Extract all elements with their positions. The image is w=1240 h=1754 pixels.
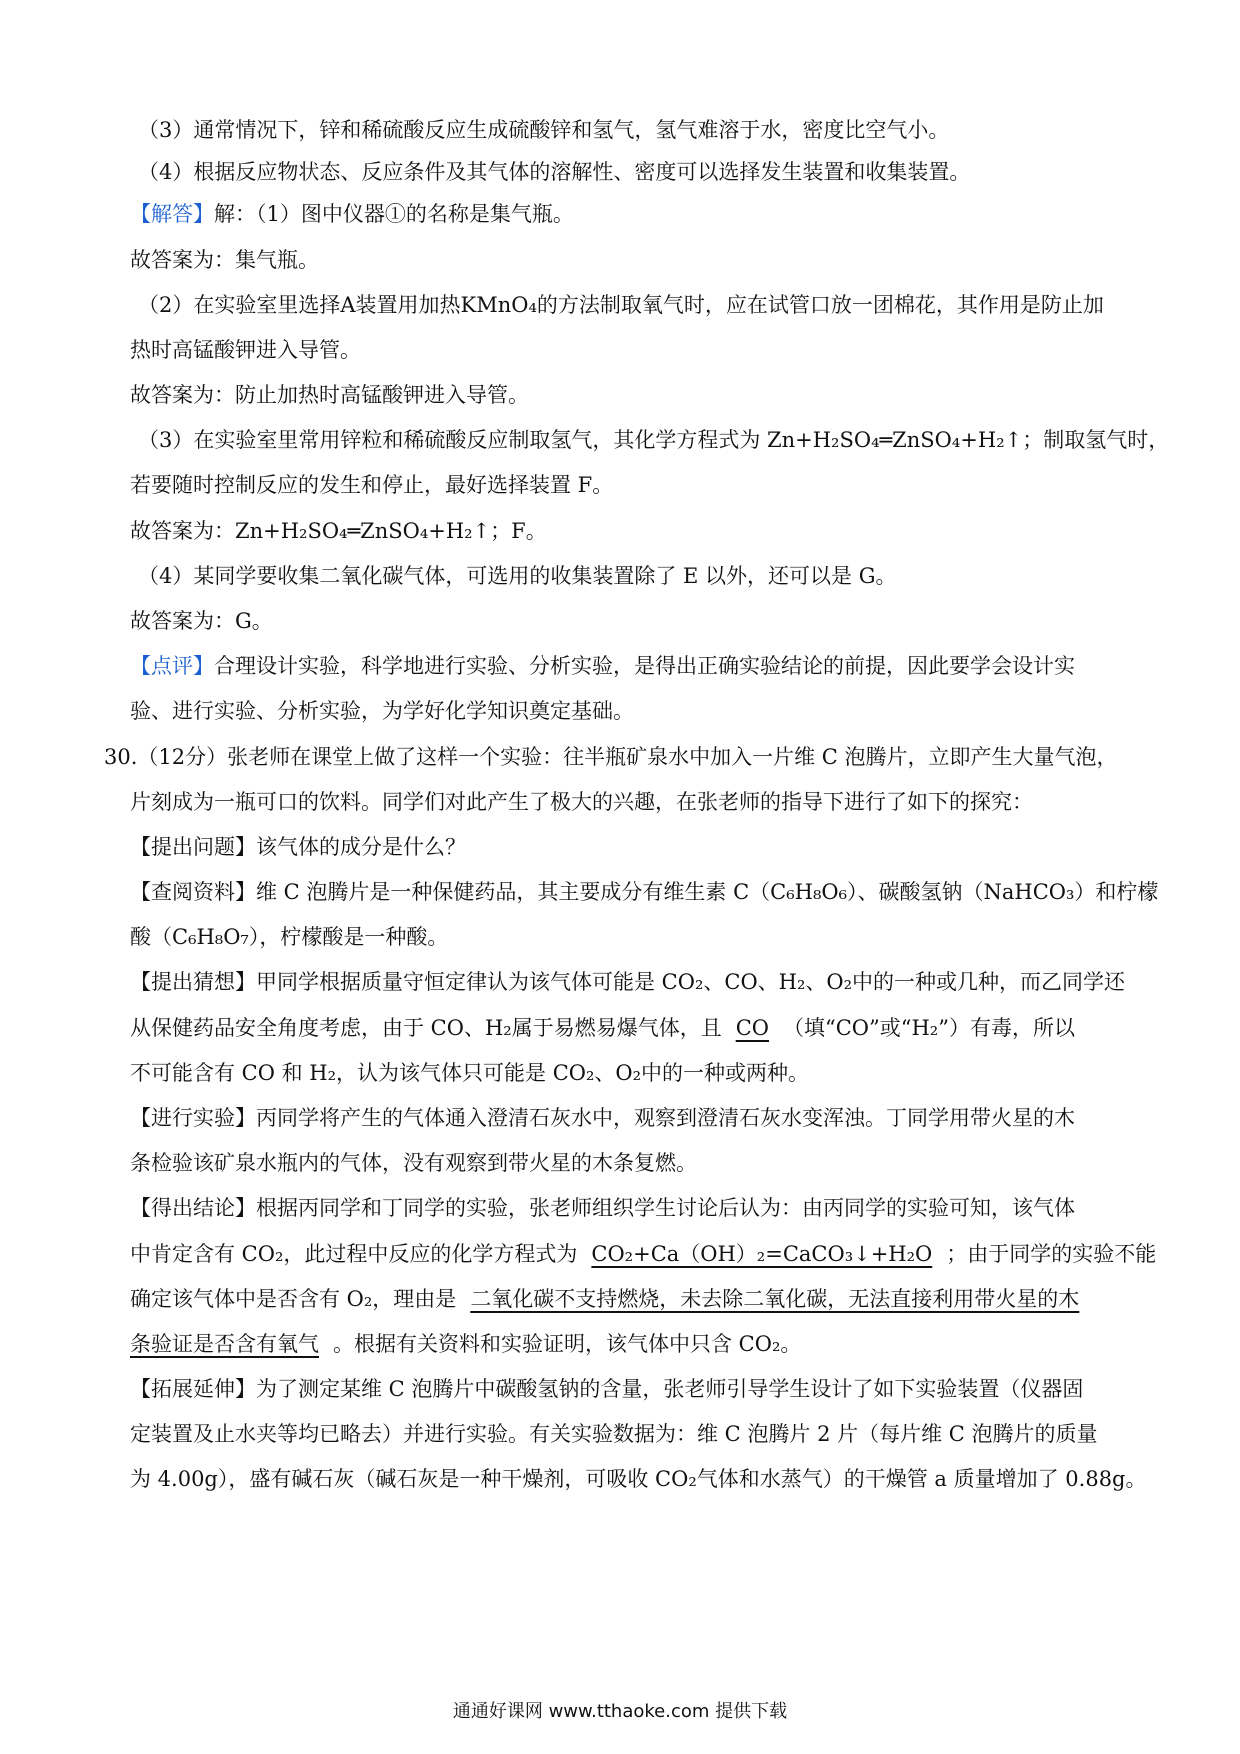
text-line: （3）在实验室里常用锌粒和稀硫酸反应制取氢气，其化学方程式为 Zn+H₂SO₄═ZnSO₄+H₂↑；制取氢气时，	[138, 428, 1170, 452]
page-footer: 通通好课网 www.tthaoke.com 提供下载	[452, 1701, 788, 1722]
text-line: 故答案为：防止加热时高锰酸钾进入导管。	[130, 383, 529, 407]
text-line: 为 4.00g），盛有碱石灰（碱石灰是一种干燥剂，可吸收 CO₂气体和水蒸气）的干燥管 a 质量增加了 0.88g。	[130, 1467, 1147, 1491]
text-line: 热时高锰酸钾进入导管。	[130, 338, 361, 362]
text-line: （3）通常情况下，锌和稀硫酸反应生成硫酸锌和氢气，氢气难溶于水，密度比空气小。	[138, 118, 950, 142]
text-line	[130, 1013, 1075, 1043]
text-line: 【查阅资料】维 C 泡腾片是一种保健药品，其主要成分有维生素 C（C₆H₈O₆）、碳酸氢钠（NaHCO₃）和柠檬	[130, 880, 1159, 904]
text-line: 故答案为：G。	[130, 609, 273, 633]
answer-heading-line	[130, 199, 574, 229]
text-line: 验、进行实验、分析实验，为学好化学知识奠定基础。	[130, 699, 634, 723]
text-line: 酸（C₆H₈O₇），柠檬酸是一种酸。	[130, 925, 449, 949]
answer-blank: 条验证是否含有氧气	[130, 1332, 319, 1356]
text-line: 【提出猜想】甲同学根据质量守恒定律认为该气体可能是 CO₂、CO、H₂、O₂中的一种或几种，而乙同学还	[130, 970, 1126, 994]
text-line: 故答案为：集气瓶。	[130, 248, 319, 272]
text-span: 确定该气体中是否含有 O₂，理由是	[130, 1287, 457, 1311]
text-line: 若要随时控制反应的发生和停止，最好选择装置 F。	[130, 473, 614, 497]
text-line: 【得出结论】根据丙同学和丁同学的实验，张老师组织学生讨论后认为：由丙同学的实验可知，该气体	[130, 1196, 1075, 1220]
comment-tag: 【点评】	[130, 654, 214, 678]
text-span: 解：（1）图中仪器①的名称是集气瓶。	[214, 202, 574, 226]
text-span: （填“CO”或“H₂”）有毒，所以	[783, 1016, 1075, 1040]
text-line: 不可能含有 CO 和 H₂，认为该气体只可能是 CO₂、O₂中的一种或两种。	[130, 1061, 810, 1085]
text-span: ；由于同学的实验不能	[946, 1242, 1157, 1266]
comment-line	[130, 651, 1075, 681]
text-span: 从保健药品安全角度考虑，由于 CO、H₂属于易燃易爆气体，且	[130, 1016, 722, 1040]
text-line: 【提出问题】该气体的成分是什么？	[130, 835, 466, 859]
text-line: 定装置及止水夹等均已略去）并进行实验。有关实验数据为：维 C 泡腾片 2 片（每片维 C 泡腾片的质量	[130, 1422, 1098, 1446]
text-line: （4）某同学要收集二氧化碳气体，可选用的收集装置除了 E 以外，还可以是 G。	[138, 564, 897, 588]
text-line	[130, 1284, 1079, 1314]
text-line: （2）在实验室里选择A装置用加热KMnO₄的方法制取氧气时，应在试管口放一团棉花，其作用是防止加	[138, 293, 1104, 317]
text-span: 中肯定含有 CO₂，此过程中反应的化学方程式为	[130, 1242, 578, 1266]
text-line	[130, 1329, 801, 1359]
text-line: 【拓展延伸】为了测定某维 C 泡腾片中碳酸氢钠的含量，张老师引导学生设计了如下实验装置（仪器固	[130, 1377, 1084, 1401]
text-line: （4）根据反应物状态、反应条件及其气体的溶解性、密度可以选择发生装置和收集装置。	[138, 160, 971, 184]
text-span: 合理设计实验，科学地进行实验、分析实验，是得出正确实验结论的前提，因此要学会设计实	[214, 654, 1075, 678]
answer-blank: CO₂+Ca（OH）₂=CaCO₃↓+H₂O	[591, 1242, 933, 1266]
question-title: 30.（12分）张老师在课堂上做了这样一个实验：往半瓶矿泉水中加入一片维 C 泡腾片，立即产生大量气泡，	[104, 745, 1118, 769]
text-line: 条检验该矿泉水瓶内的气体，没有观察到带火星的木条复燃。	[130, 1151, 697, 1175]
answer-tag: 【解答】	[130, 202, 214, 226]
answer-blank: CO	[735, 1016, 769, 1040]
text-span: 。根据有关资料和实验证明，该气体中只含 CO₂。	[333, 1332, 802, 1356]
text-line: 故答案为：Zn+H₂SO₄═ZnSO₄+H₂↑；F。	[130, 519, 547, 543]
text-line	[130, 1239, 1156, 1269]
text-line: 片刻成为一瓶可口的饮料。同学们对此产生了极大的兴趣，在张老师的指导下进行了如下的探究：	[130, 790, 1033, 814]
answer-blank: 二氧化碳不支持燃烧，未去除二氧化碳，无法直接利用带火星的木	[470, 1287, 1080, 1311]
text-line: 【进行实验】丙同学将产生的气体通入澄清石灰水中，观察到澄清石灰水变浑浊。丁同学用带火星的木	[130, 1106, 1075, 1130]
